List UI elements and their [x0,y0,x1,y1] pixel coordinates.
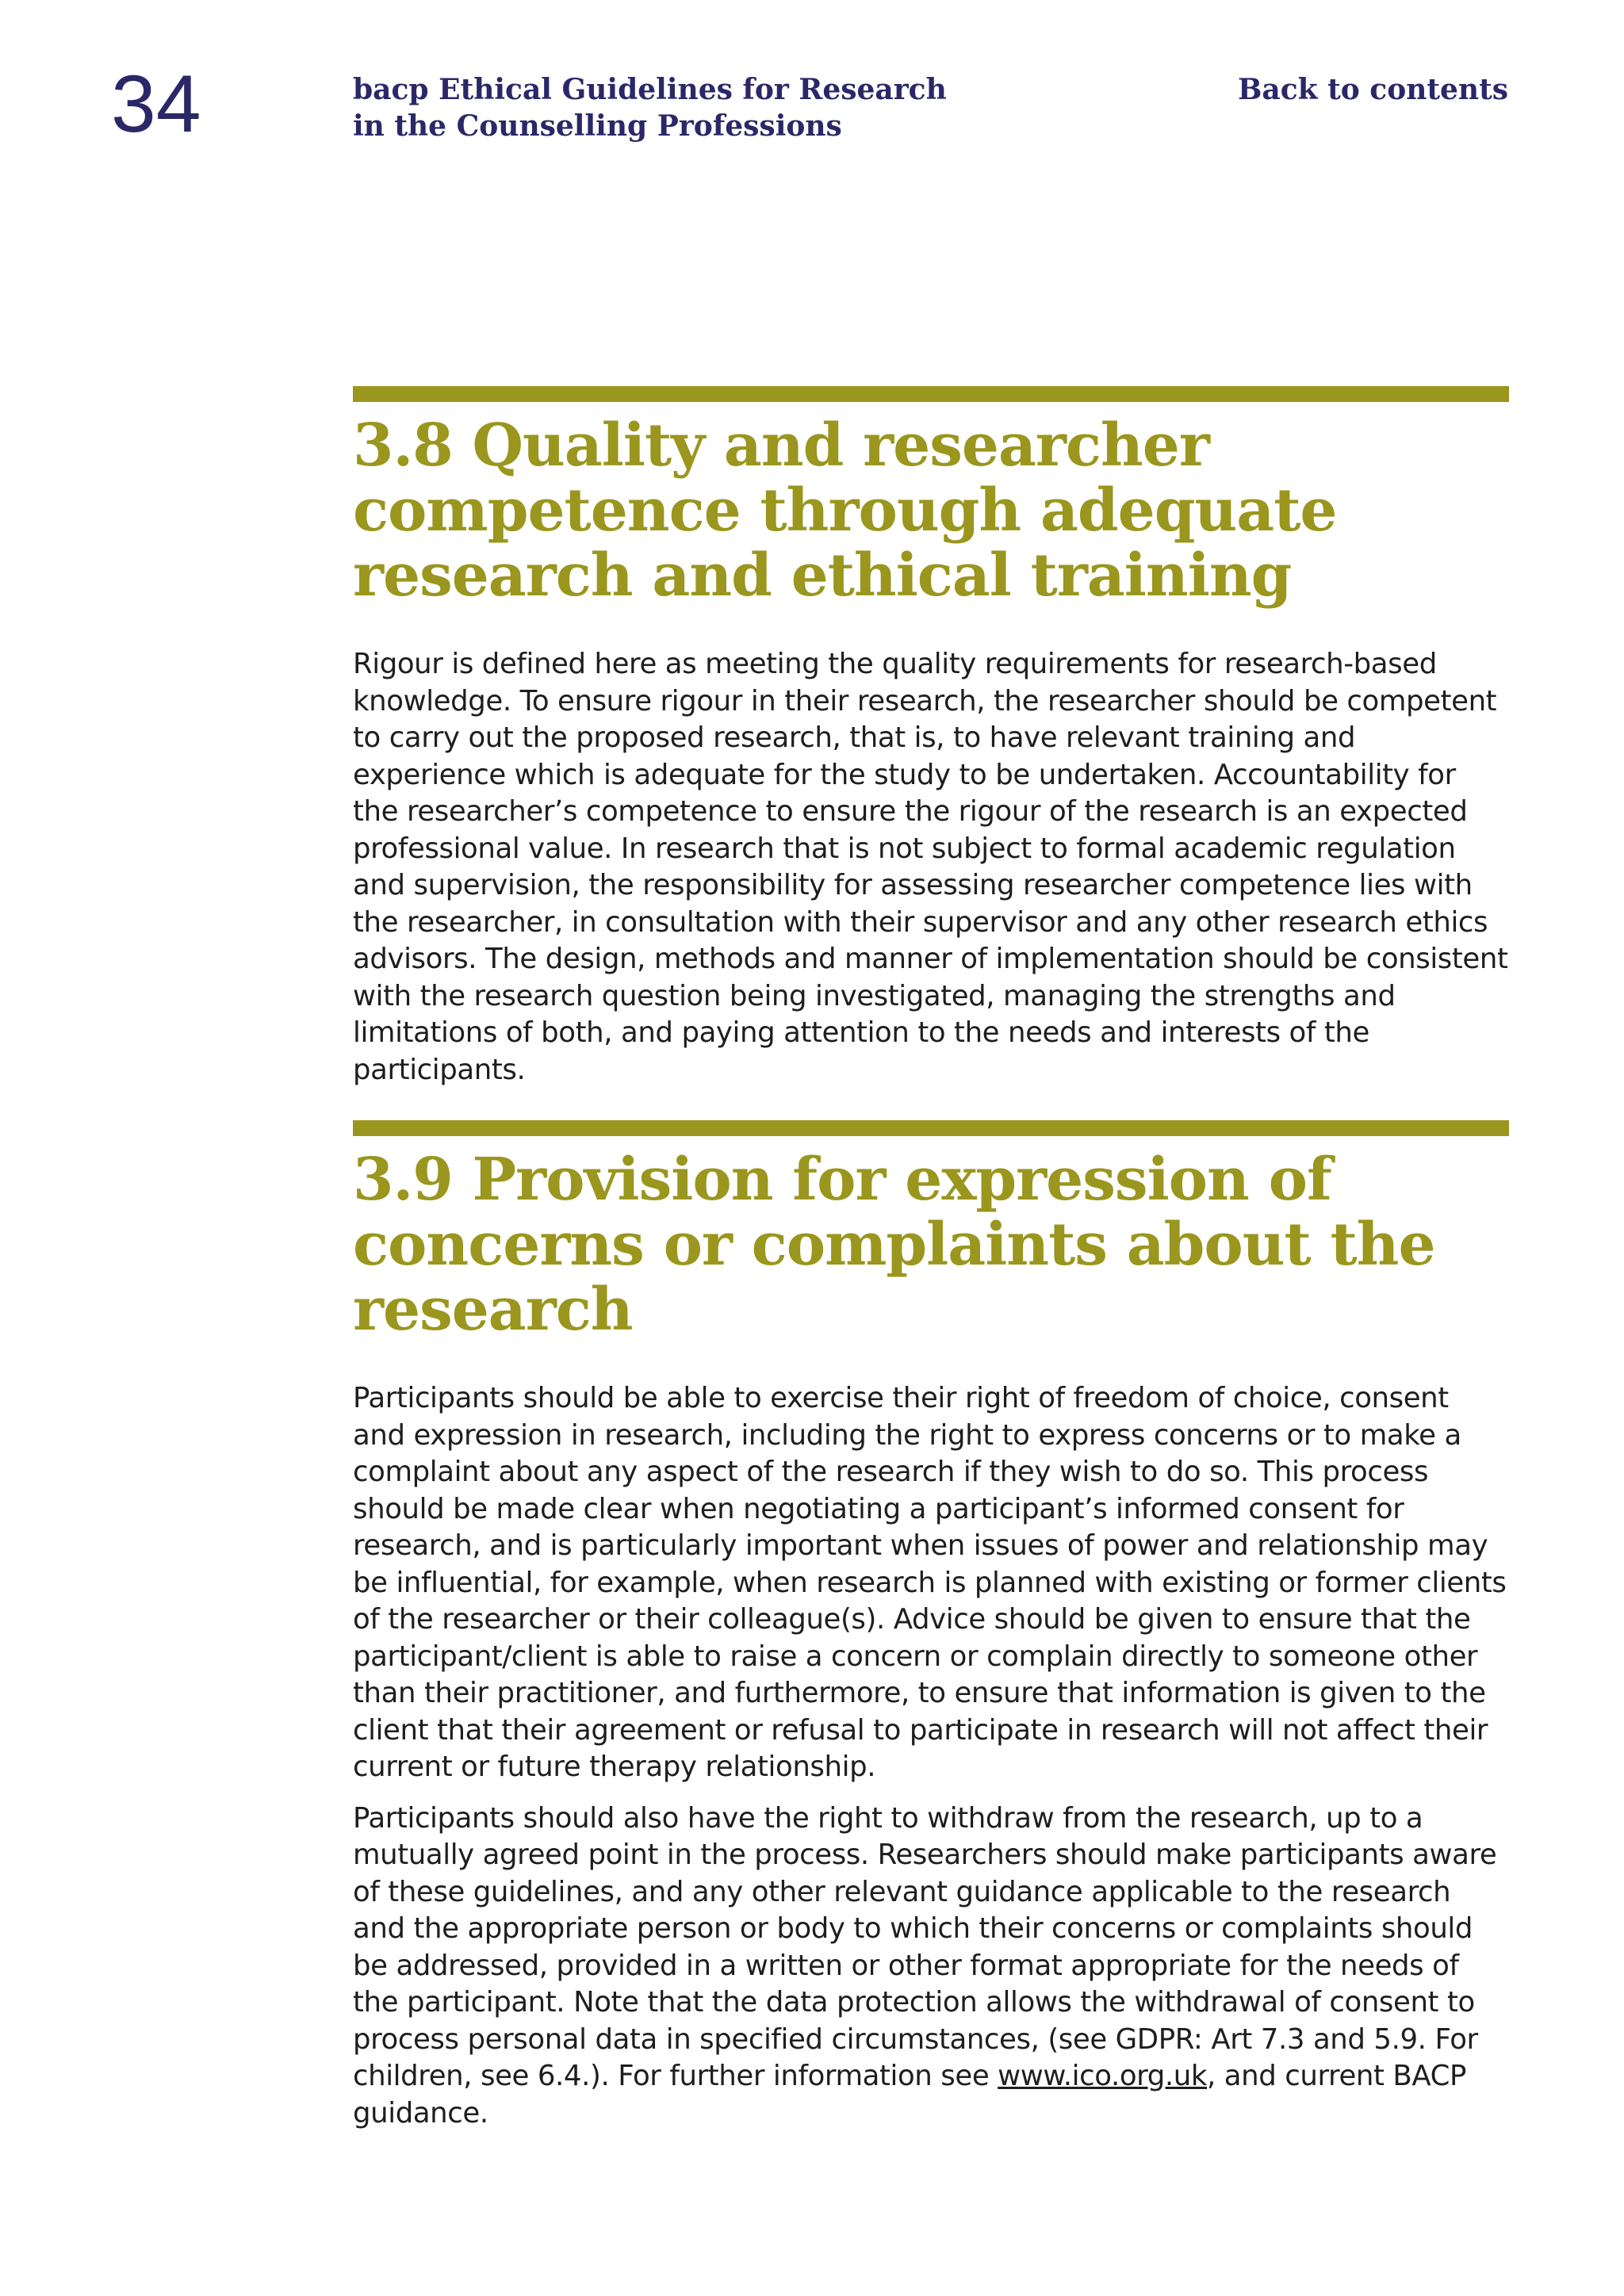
section-divider-bar [353,386,1509,402]
paragraph-text: , and current BACP guidance. [353,2060,1467,2130]
back-to-contents-link[interactable]: Back to contents [1237,73,1508,106]
paragraph-text: Participants should also have the right to withdraw from the research, up to a mutually agreed point in the process. Researchers should make participants aware of these guidelines, and any other relevant guidance applicable to the research and the appropriate person or body to which their concerns or complaints should be addressed, provided in a written or other format appropriate for the needs of the participant. Note that the data protection allows the withdrawal of consent to process personal data in specified circumstances, (see GDPR: Art 7.3 and 5.9. For children, see 6.4.). For further information see [353,1801,1497,2092]
section-heading: 3.9 Provision for expression of concerns or complaints about the research [353,1146,1435,1344]
document-title-line1: bacp Ethical Guidelines for Research [353,73,947,106]
body-paragraph: Participants should be able to exercise their right of freedom of choice, consent and expression in research, including the right to express concerns or to make a complaint about any aspect of the research if they wish to do so. This process should be made clear when negotiating a participant’s informed consent for research, and is particularly important when issues of power and relationship may be influential, for example, when research is planned with existing or former clients of the researcher or their colleague(s). Advice should be given to ensure that the participant/client is able to raise a concern or complain directly to someone other than their practitioner, and furthermore, to ensure that information is given to the client that their agreement or refusal to participate in research will not affect their current or future therapy relationship. [353,1382,1507,1783]
page-number: 34 [111,59,201,149]
ico-website-link[interactable]: www.ico.org.uk [998,2060,1208,2092]
section-divider-bar [353,1120,1509,1136]
document-title [353,71,956,144]
section-3-8 [353,386,1509,1103]
document-title-line2: in the Counselling Professions [353,109,842,143]
section-heading: 3.8 Quality and researcher competence through adequate research and ethical training [353,411,1337,610]
body-paragraph-with-link [353,1800,1509,2133]
section-3-9 [353,1120,1509,2146]
body-paragraph: Rigour is defined here as meeting the quality requirements for research-based knowledge. To ensure rigour in their research, the researcher should be competent to carry out the proposed research, that is, to have relevant training and experience which is adequate for the study to be undertaken. Accountability for the researcher’s competence to ensure the rigour of the research is an expected professional value. In research that is not subject to formal academic regulation and supervision, the responsibility for assessing researcher competence lies with the researcher, in consultation with their supervisor and any other research ethics advisors. The design, methods and manner of implementation should be consistent with the research question being investigated, managing the strengths and limitations of both, and paying attention to the needs and interests of the participants. [353,648,1508,1086]
